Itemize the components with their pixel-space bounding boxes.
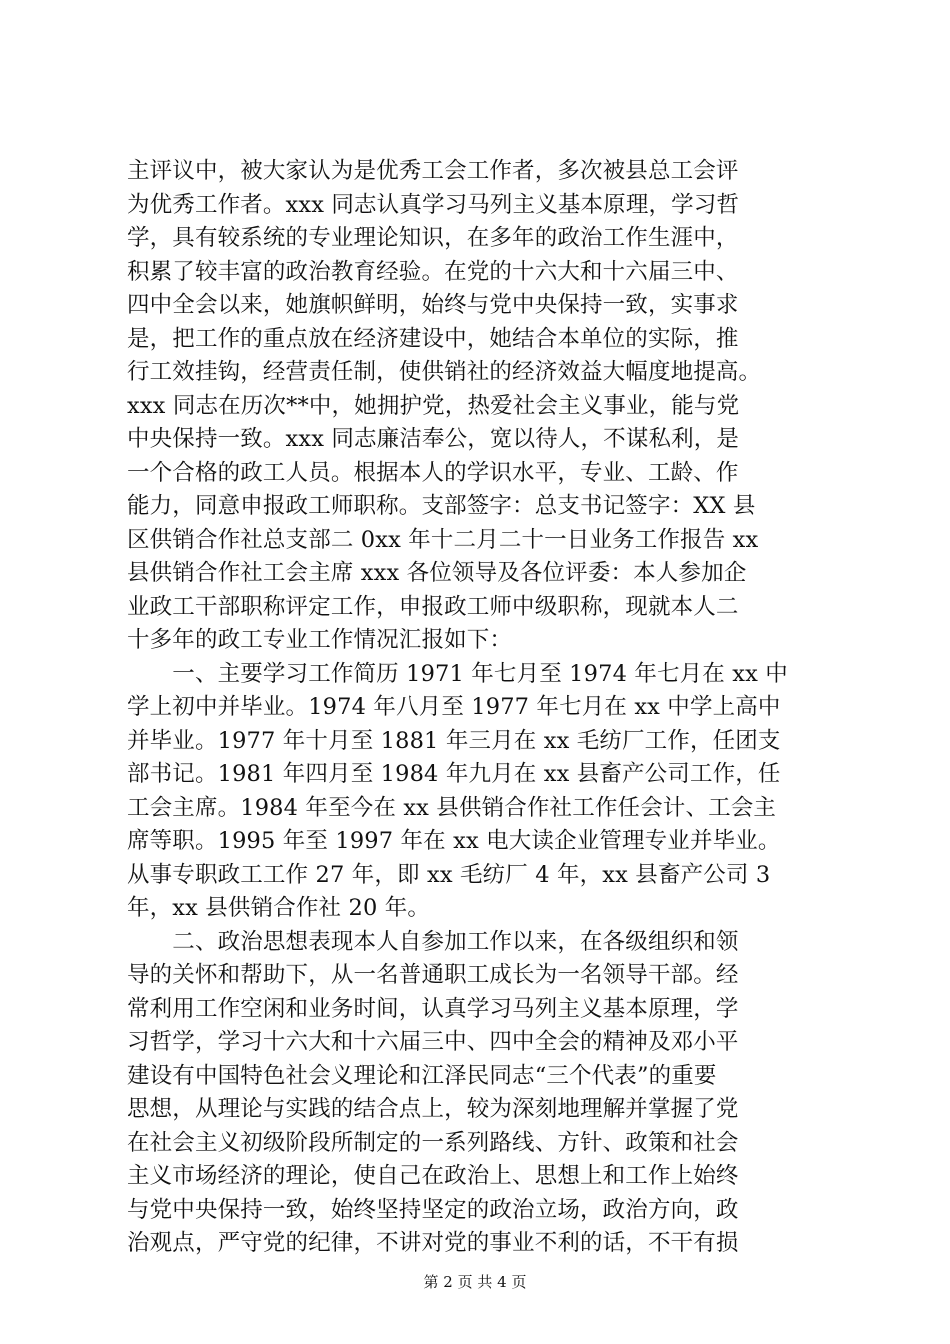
text-line: 部书记。1981 年四月至 1984 年九月在 xx 县畜产公司工作，任 [127, 761, 781, 787]
text-line: 二、政治思想表现本人自参加工作以来，在各级组织和领 [127, 928, 739, 955]
text-line: 为优秀工作者。xxx 同志认真学习马列主义基本原理，学习哲 [127, 191, 740, 218]
text-line: 工会主席。1984 年至今在 xx 县供销合作社工作任会计、工会主 [127, 794, 777, 821]
text-line: 一、主要学习工作简历 1971 年七月至 1974 年七月在 xx 中 [127, 660, 788, 687]
text-line: 在社会主义初级阶段所制定的一系列路线、方针、政策和社会 [127, 1129, 739, 1156]
text-line: 区供销合作社总支部二 0xx 年十二月二十一日业务工作报告 xx [127, 526, 759, 553]
text-line: 思想，从理论与实践的结合点上，较为深刻地理解并掌握了党 [127, 1096, 739, 1122]
text-line: 常利用工作空闲和业务时间，认真学习马列主义基本原理，学 [127, 995, 739, 1022]
text-line: 学，具有较系统的专业理论知识，在多年的政治工作生涯中， [127, 225, 739, 251]
text-line: 学上初中并毕业。1974 年八月至 1977 年七月在 xx 中学上高中 [127, 694, 781, 720]
text-line: 与党中央保持一致，始终坚持坚定的政治立场，政治方向，政 [127, 1196, 739, 1223]
text-line: 中央保持一致。xxx 同志廉洁奉公，宽以待人，不谋私利，是 [127, 426, 740, 452]
page-footer: 第 2 页 共 4 页 [423, 1273, 527, 1291]
text-line: 习哲学，学习十六大和十六届三中、四中全会的精神及邓小平 [127, 1029, 739, 1055]
text-line: 主评议中，被大家认为是优秀工会工作者，多次被县总工会评 [127, 158, 739, 184]
document-body [127, 155, 832, 1261]
text-line: 能力，同意申报政工师职称。支部签字：总支书记签字：XX 县 [127, 493, 756, 519]
text-line: 四中全会以来，她旗帜鲜明，始终与党中央保持一致，实事求 [127, 292, 739, 318]
text-line: 积累了较丰富的政治教育经验。在党的十六大和十六届三中、 [127, 258, 739, 285]
text-line: 导的关怀和帮助下，从一名普通职工成长为一名领导干部。经 [127, 962, 739, 988]
text-line: xxx 同志在历次**中，她拥护党，热爱社会主义事业，能与党 [127, 392, 740, 419]
text-line: 治观点，严守党的纪律，不讲对党的事业不利的话，不干有损 [127, 1230, 739, 1256]
text-line: 主义市场经济的理论，使自己在政治上、思想上和工作上始终 [127, 1163, 739, 1189]
text-line: 业政工干部职称评定工作，申报政工师中级职称，现就本人二 [127, 593, 739, 620]
text-line: 行工效挂钩，经营责任制，使供销社的经济效益大幅度地提高。 [127, 359, 762, 385]
text-line: 席等职。1995 年至 1997 年在 xx 电大读企业管理专业并毕业。 [127, 828, 781, 854]
text-line: 从事专职政工工作 27 年，即 xx 毛纺厂 4 年，xx 县畜产公司 3 [127, 861, 771, 888]
text-line: 并毕业。1977 年十月至 1881 年三月在 xx 毛纺厂工作，任团支 [127, 727, 781, 754]
text-line: 十多年的政工专业工作情况汇报如下： [127, 627, 513, 653]
text-line: 县供销合作社工会主席 xxx 各位领导及各位评委：本人参加企 [127, 560, 747, 586]
text-line: 是，把工作的重点放在经济建设中，她结合本单位的实际，推 [127, 325, 739, 352]
text-line: 一个合格的政工人员。根据本人的学识水平，专业、工龄、作 [127, 459, 739, 486]
text-line: 年，xx 县供销合作社 20 年。 [127, 895, 431, 921]
text-line: 建设有中国特色社会义理论和江泽民同志“三个代表”的重要 [127, 1062, 717, 1089]
